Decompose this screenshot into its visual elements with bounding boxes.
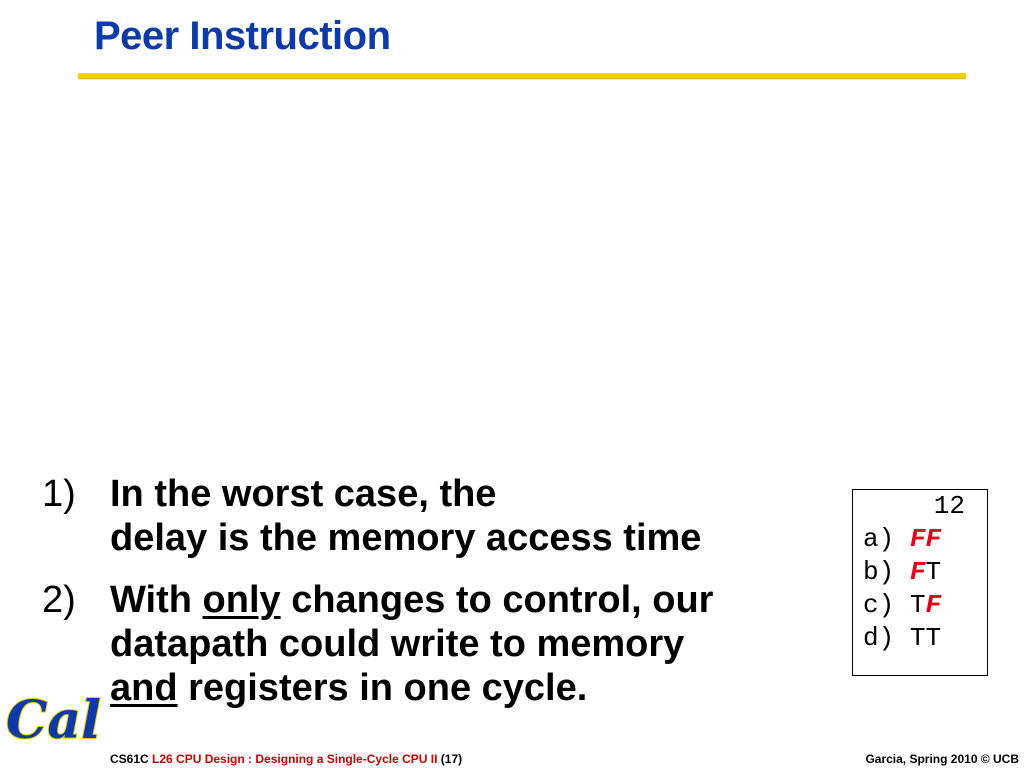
question-text-line xyxy=(110,666,842,710)
question-text-line xyxy=(110,578,842,622)
text-segment: changes to control, our xyxy=(280,579,714,621)
question-text-line: In the worst case, the xyxy=(110,473,497,515)
option-value-1: T xyxy=(909,623,926,653)
option-label: d) xyxy=(863,623,895,653)
text-segment: With xyxy=(110,579,203,621)
option-value-1: F xyxy=(909,524,926,554)
title-divider xyxy=(78,73,966,78)
underlined-word: and xyxy=(110,667,178,709)
answer-option[interactable] xyxy=(863,556,987,589)
option-value-2: F xyxy=(925,524,942,554)
answer-header: 12 xyxy=(933,491,965,521)
svg-text:Cal: Cal xyxy=(6,690,101,746)
option-value-2: F xyxy=(925,590,942,620)
course-code: CS61C xyxy=(110,752,149,766)
question-text-line: delay is the memory access time xyxy=(110,517,702,559)
text-segment: registers in one cycle. xyxy=(177,667,588,709)
question-number: 2) xyxy=(42,579,76,621)
answer-option[interactable] xyxy=(863,523,987,556)
question-2 xyxy=(42,578,842,710)
page-number: (17) xyxy=(440,752,463,766)
cal-logo-icon xyxy=(4,686,104,746)
question-list xyxy=(42,472,842,728)
option-label: b) xyxy=(863,557,895,587)
slide-title: Peer Instruction xyxy=(94,14,391,58)
question-number: 1) xyxy=(42,473,76,515)
footer xyxy=(0,748,1024,768)
answer-option[interactable] xyxy=(863,622,987,655)
footer-credit: Garcia, Spring 2010 © UCB xyxy=(865,752,1019,766)
option-value-1: T xyxy=(909,590,926,620)
lecture-title: L26 CPU Design : Designing a Single-Cycle CPU II xyxy=(152,752,438,766)
option-label: a) xyxy=(863,524,895,554)
option-value-1: F xyxy=(909,557,926,587)
option-value-2: T xyxy=(925,623,942,653)
question-text-line: datapath could write to memory xyxy=(110,623,685,665)
option-value-2: T xyxy=(925,557,942,587)
answer-box xyxy=(852,489,988,676)
option-label: c) xyxy=(863,590,895,620)
underlined-word: only xyxy=(202,579,281,621)
footer-course-info xyxy=(110,752,462,766)
answer-option[interactable] xyxy=(863,589,987,622)
question-1 xyxy=(42,472,842,560)
